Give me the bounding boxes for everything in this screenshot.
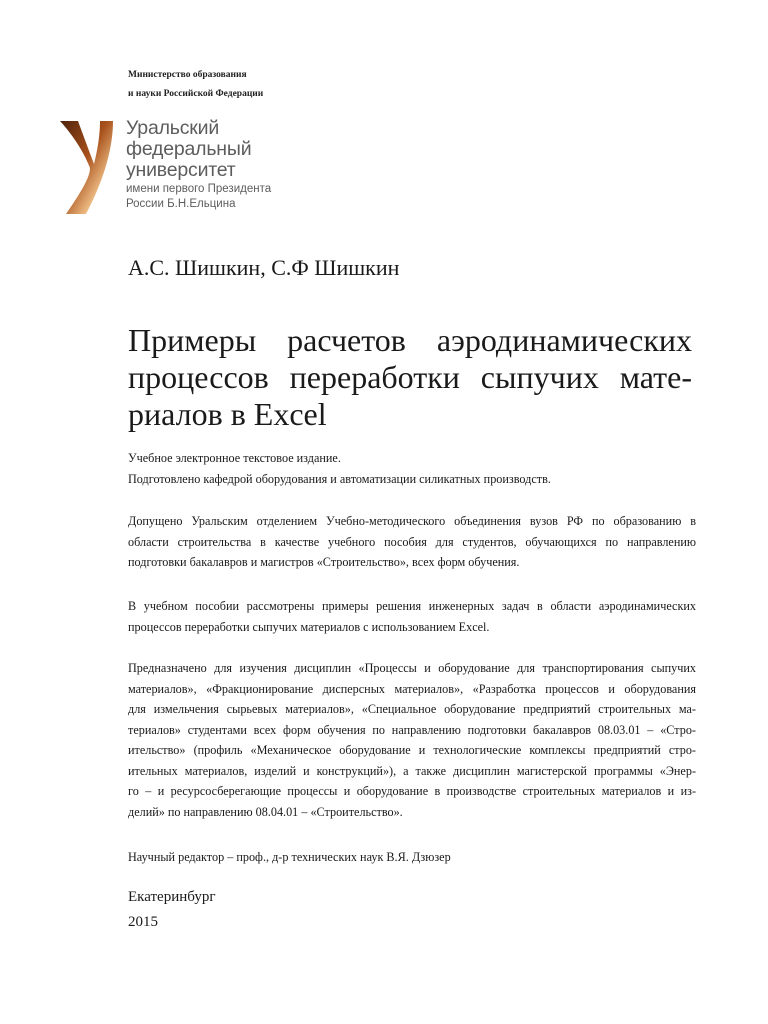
logo-line-2: федеральный	[126, 138, 252, 160]
edition-info	[128, 448, 696, 489]
title-line: процессов переработки сыпучих мате-	[128, 359, 692, 395]
title-line: Примеры расчетов аэродинамических	[128, 322, 692, 358]
summary-line: В учебном пособии рассмотрены примеры решения инженерных задач в области аэродинамических	[128, 599, 696, 613]
purpose-line: для измельчения сырьевых материалов», «Специальное оборудование предприятий строительных ма-	[128, 702, 696, 716]
approval-line: области строительства в качестве учебного пособия для студентов, обучающихся по направлению	[128, 534, 696, 549]
purpose-line: ительных материалов, изделий и конструкций»), а также дисциплин магистерской программы «Энер-	[128, 763, 696, 778]
purpose-line: делий» по направлению 08.04.01 – «Строительство».	[128, 804, 403, 819]
edition-line: Подготовлено кафедрой оборудования и автоматизации силикатных производств.	[128, 471, 551, 486]
logo-line-3: университет	[126, 159, 236, 181]
logo-line-5: России Б.Н.Ельцина	[126, 197, 236, 210]
approval-line: Допущено Уральским отделением Учебно-методического объединения вузов РФ по образованию в	[128, 514, 696, 528]
authors: А.С. Шишкин, С.Ф Шишкин	[128, 255, 400, 280]
logo-line-4: имени первого Президента	[126, 183, 272, 195]
edition-line: Учебное электронное текстовое издание.	[128, 451, 341, 465]
purpose-paragraph	[128, 658, 696, 822]
university-emblem-icon	[58, 118, 122, 218]
scientific-editor	[128, 847, 696, 868]
logo-line-1: Уральский	[126, 117, 220, 139]
summary-paragraph	[128, 596, 696, 637]
ministry-line-2: и науки Российской Федерации	[128, 89, 264, 99]
purpose-line: го – и ресурсосберегающие процессы и оборудование в производстве строительных материалов и из-	[128, 784, 696, 798]
title-line: риалов в Excel	[128, 396, 327, 432]
approval-line: подготовки бакалавров и магистров «Строительство», всех форм обучения.	[128, 555, 520, 569]
purpose-line: Предназначено для изучения дисциплин «Процессы и оборудование для транспортирования сыпучих	[128, 661, 696, 675]
purpose-line: ительство» (профиль «Механическое оборудование и технологические комплексы предприятий стро-	[128, 743, 696, 757]
editor-line: Научный редактор – проф., д-р технических наук В.Я. Дзюзер	[128, 850, 451, 864]
publication-city: Екатеринбург	[128, 889, 216, 905]
university-name	[126, 118, 271, 210]
purpose-line: териалов» студентами всех форм обучения по направлению подготовки бакалавров 08.03.01 – «Стро-	[128, 722, 696, 737]
ministry-line-1: Министерство образования	[128, 70, 247, 80]
summary-line: процессов переработки сыпучих материалов с использованием Excel.	[128, 619, 490, 634]
university-logo	[58, 118, 288, 218]
document-title	[128, 322, 692, 433]
ministry-header	[128, 66, 263, 104]
publication-year: 2015	[128, 914, 158, 930]
approval-paragraph	[128, 511, 696, 573]
purpose-line: материалов», «Фракционирование дисперсных материалов», «Разработка процессов и оборудования	[128, 681, 696, 696]
